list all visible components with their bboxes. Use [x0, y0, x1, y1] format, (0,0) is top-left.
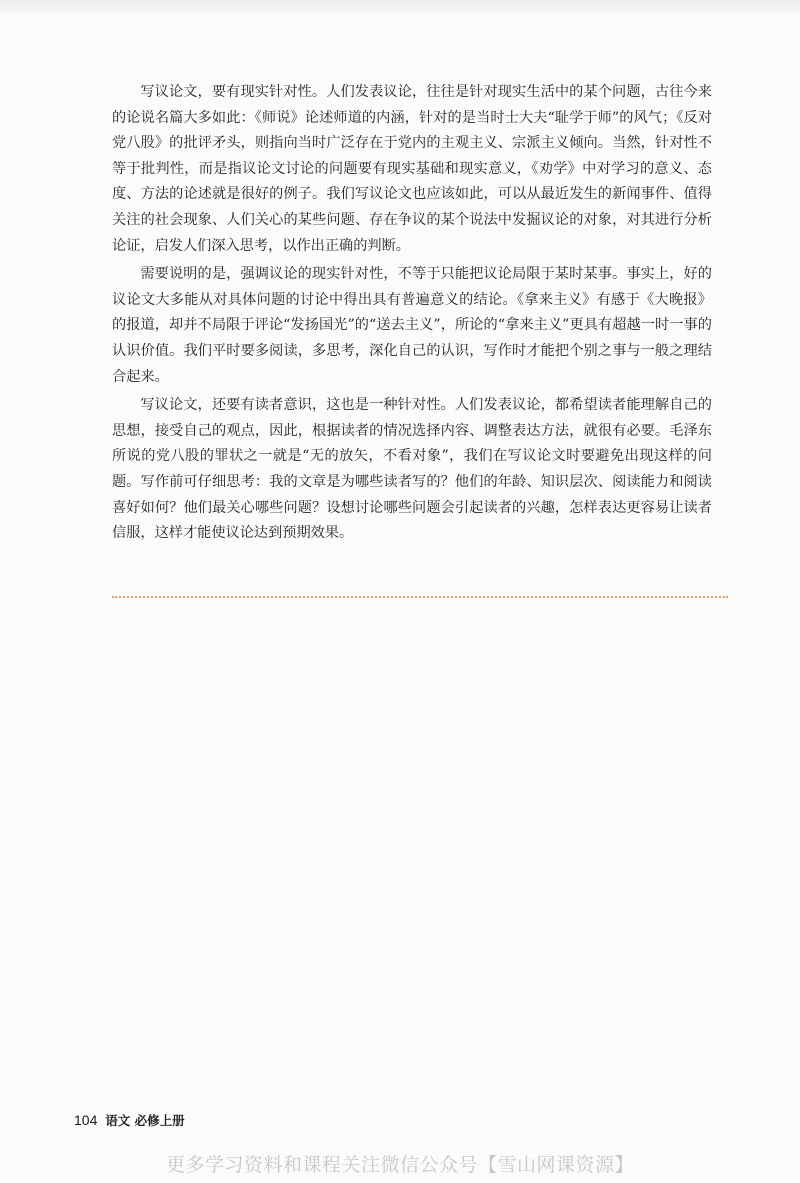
- paragraph-2: 需要说明的是，强调议论的现实针对性，不等于只能把议论局限于某时某事。事实上，好的议论文大多能从对具体问题的讨论中得出具有普遍意义的结论。《拿来主义》有感于《大晚报》的报道，却并不局限于评论“发扬国光”的“送去主义”，所论的“拿来主义”更具有超越一时一事的认识价值。我们平时要多阅读，多思考，深化自己的认识，写作时才能把个别之事与一般之理结合起来。: [112, 266, 712, 385]
- paragraph-3: 写议论文，还要有读者意识，这也是一种针对性。人们发表议论，都希望读者能理解自己的思想，接受自己的观点，因此，根据读者的情况选择内容、调整表达方法，就很有必要。毛泽东所说的党八股的罪状之一就是“无的放矢，不看对象”，我们在写议论文时要避免出现这样的问题。写作前可仔细思考：我的文章是为哪些读者写的？他们的年龄、知识层次、阅读能力和阅读喜好如何？他们最关心哪些问题？设想讨论哪些问题会引起读者的兴趣，怎样表达更容易让读者信服，这样才能使议论达到预期效果。: [112, 397, 712, 542]
- article-body: [112, 80, 712, 550]
- book-title: 语文 必修上册: [105, 1113, 185, 1128]
- paragraph-1: 写议论文，要有现实针对性。人们发表议论，往往是针对现实生活中的某个问题，古往今来的论说名篇大多如此：《师说》论述师道的内涵，针对的是当时士大夫“耻学于师”的风气；《反对党八股》的批评矛头，则指向当时广泛存在于党内的主观主义、宗派主义倾向。当然，针对性不等于批判性，而是指议论文讨论的问题要有现实基础和现实意义，《劝学》中对学习的意义、态度、方法的论述就是很好的例子。我们写议论文也应该如此，可以从最近发生的新闻事件、值得关注的社会现象、人们关心的某些问题、存在争议的某个说法中发掘议论的对象，对其进行分析论证，启发人们深入思考，以作出正确的判断。: [112, 84, 712, 254]
- top-edge-strip: [0, 0, 800, 14]
- page-footer: [74, 1111, 185, 1129]
- page-number: 104: [74, 1112, 98, 1128]
- watermark-text: 更多学习资料和课程关注微信公众号【雪山网课资源】: [165, 1154, 634, 1176]
- section-divider: [112, 596, 728, 598]
